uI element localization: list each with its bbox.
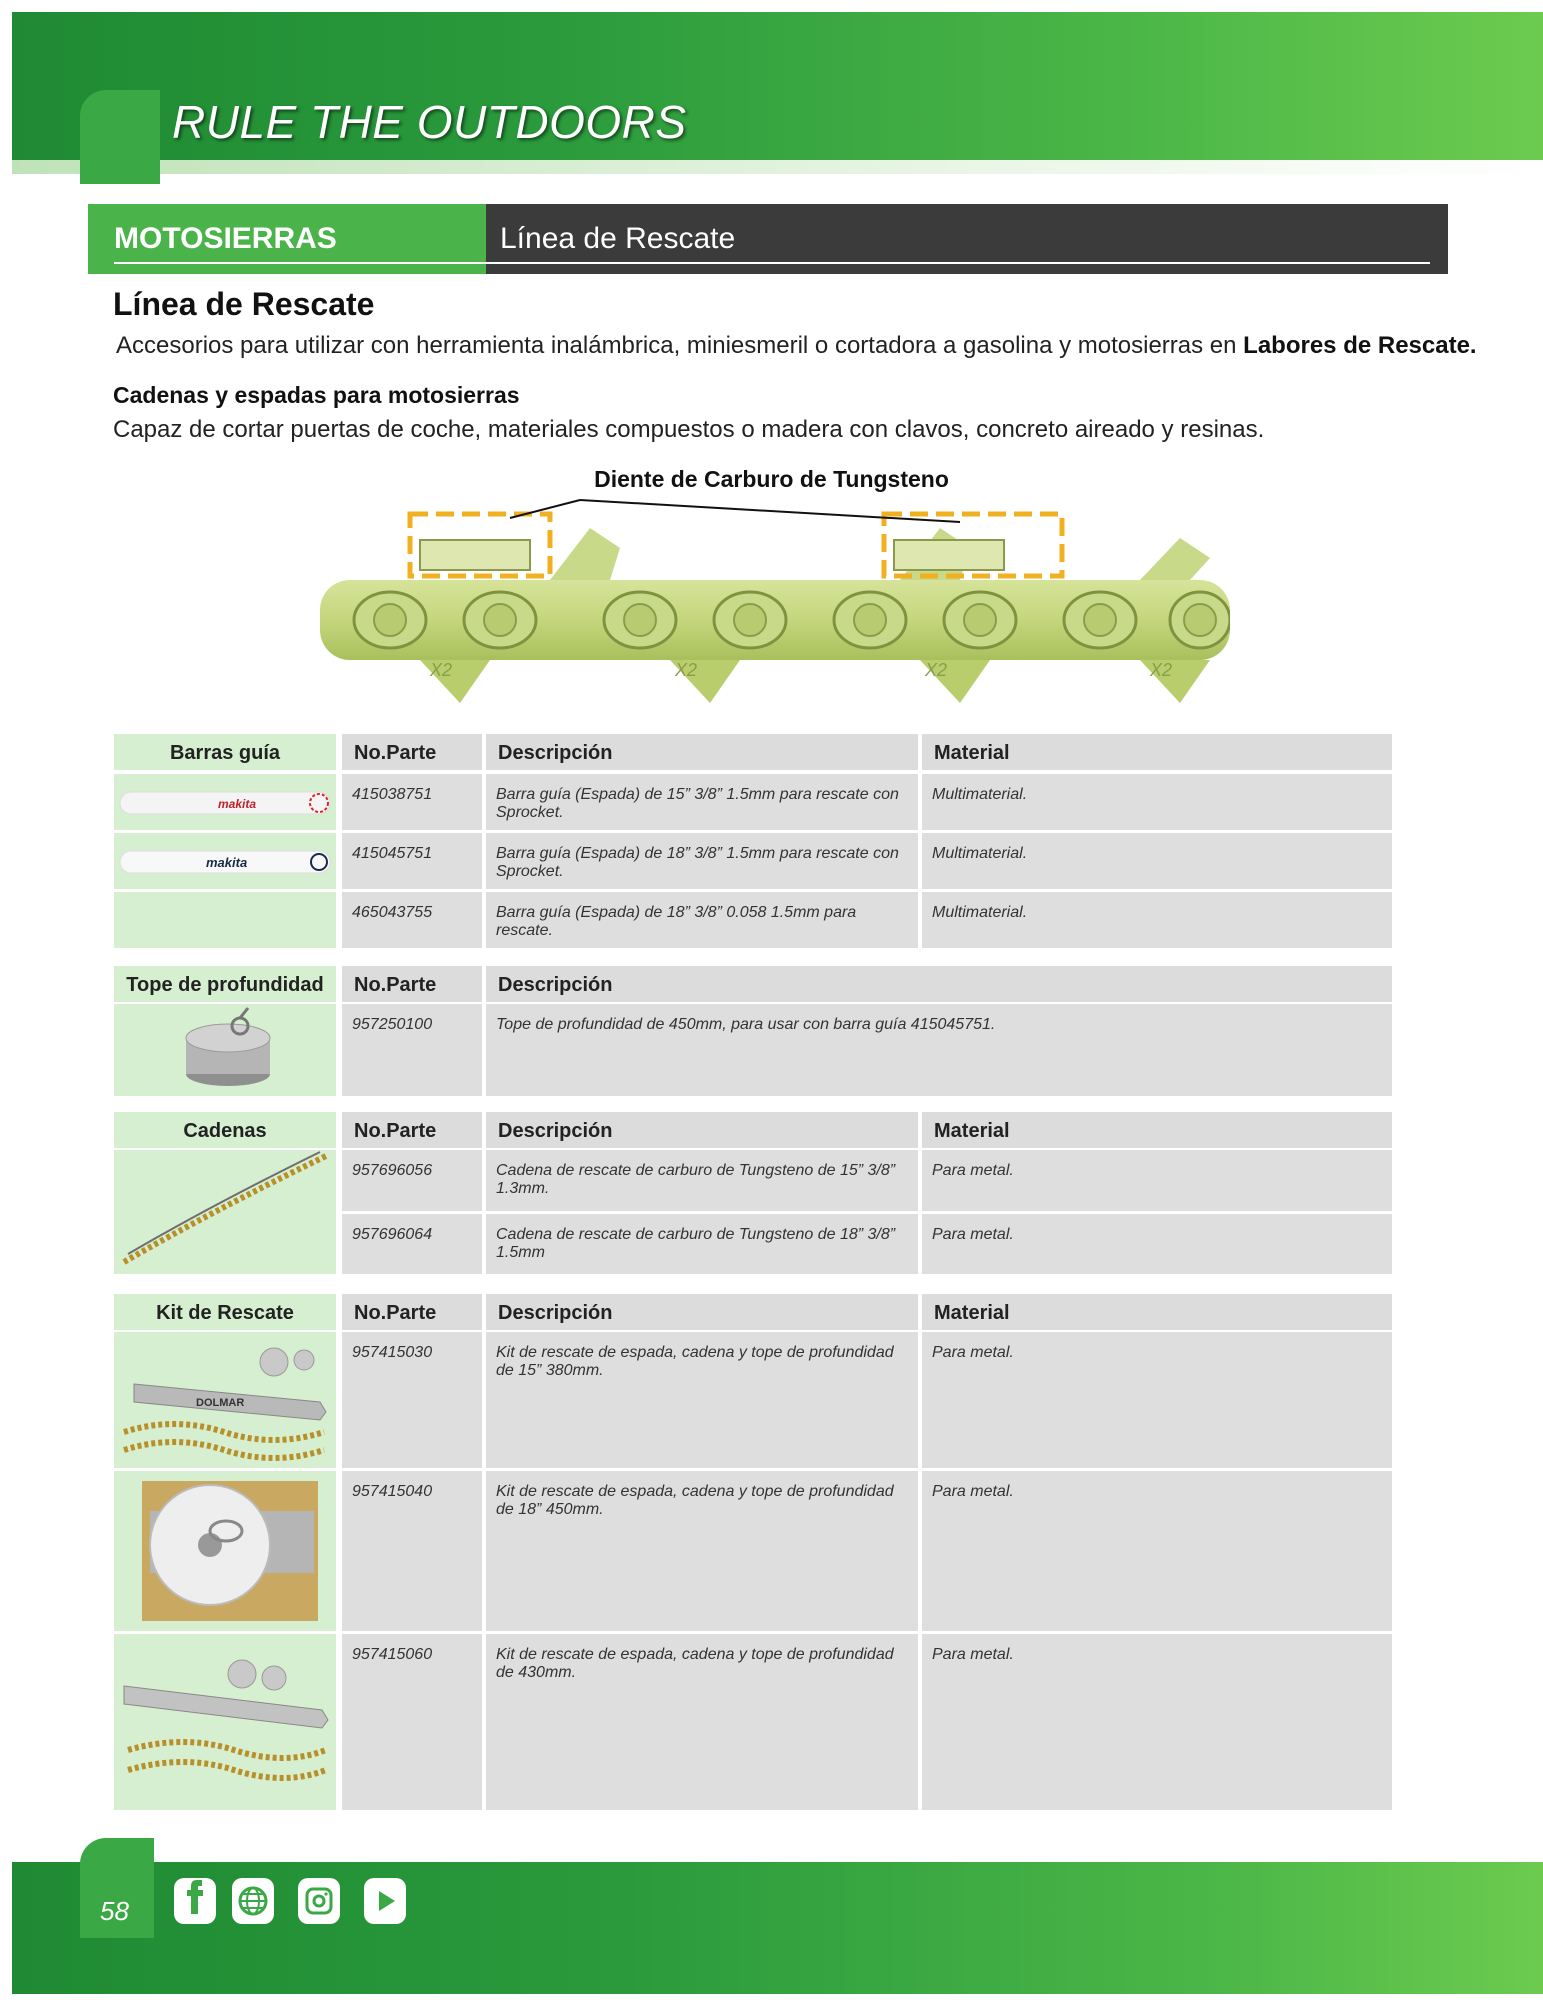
table-header: Kit de Rescate bbox=[114, 1294, 336, 1330]
table-header: Descripción bbox=[486, 966, 1392, 1002]
table-header: No.Parte bbox=[342, 734, 482, 770]
table-kit bbox=[114, 1294, 1392, 1810]
table-cadenas bbox=[114, 1112, 1392, 1274]
subtext: Capaz de cortar puertas de coche, materiales compuestos o madera con clavos, concreto aireado y resinas. bbox=[113, 416, 1265, 443]
part-number: 957415060 bbox=[342, 1634, 482, 1810]
banner-title: RULE THE OUTDOORS bbox=[172, 96, 687, 148]
description: Barra guía (Espada) de 15” 3/8” 1.5mm para rescate con Sprocket. bbox=[486, 774, 918, 830]
kit-image bbox=[114, 1471, 336, 1631]
svg-text:DOLMAR: DOLMAR bbox=[196, 1397, 245, 1409]
description: Barra guía (Espada) de 18” 3/8” 1.5mm para rescate con Sprocket. bbox=[486, 833, 918, 889]
part-number: 957250100 bbox=[342, 1004, 482, 1096]
svg-text:X2: X2 bbox=[925, 660, 948, 680]
table-barras bbox=[114, 734, 1392, 948]
part-number: 957415030 bbox=[342, 1332, 482, 1468]
youtube-icon[interactable] bbox=[364, 1878, 406, 1924]
description: Kit de rescate de espada, cadena y tope de profundidad de 430mm. bbox=[486, 1634, 918, 1810]
facebook-icon[interactable] bbox=[174, 1878, 216, 1924]
page-title: Línea de Rescate bbox=[113, 286, 375, 322]
table-header: Tope de profundidad bbox=[114, 966, 336, 1002]
section-subcategory: Línea de Rescate bbox=[500, 222, 736, 255]
table-header: No.Parte bbox=[342, 1294, 482, 1330]
material: Multimaterial. bbox=[922, 774, 1392, 830]
material: Multimaterial. bbox=[922, 833, 1392, 889]
part-number: 415038751 bbox=[342, 774, 482, 830]
table-header: Material bbox=[922, 1294, 1392, 1330]
part-number: 957696064 bbox=[342, 1214, 482, 1274]
description: Barra guía (Espada) de 18” 3/8” 0.058 1.5mm para rescate. bbox=[486, 892, 918, 948]
svg-text:makita: makita bbox=[218, 797, 257, 811]
material: Para metal. bbox=[922, 1634, 1392, 1810]
guide-bar-image bbox=[114, 774, 336, 830]
table-header: Descripción bbox=[486, 1112, 918, 1148]
depth-stop-image bbox=[114, 1004, 336, 1096]
table-header: Material bbox=[922, 734, 1392, 770]
material: Para metal. bbox=[922, 1332, 1392, 1468]
kit-image bbox=[114, 1634, 336, 1810]
part-number: 415045751 bbox=[342, 833, 482, 889]
table-header: Material bbox=[922, 1112, 1392, 1148]
description: Kit de rescate de espada, cadena y tope de profundidad de 18” 450mm. bbox=[486, 1471, 918, 1631]
table-header: Descripción bbox=[486, 1294, 918, 1330]
material: Para metal. bbox=[922, 1150, 1392, 1211]
description: Cadena de rescate de carburo de Tungsteno de 15” 3/8” 1.3mm. bbox=[486, 1150, 918, 1211]
chain-image bbox=[114, 1150, 336, 1274]
part-number: 957415040 bbox=[342, 1471, 482, 1631]
guide-bar-image bbox=[114, 833, 336, 889]
intro-text: Accesorios para utilizar con herramienta inalámbrica, miniesmeril o cortadora a gasolina y motosierras en Labores de Rescate. bbox=[116, 332, 1477, 359]
section-category: MOTOSIERRAS bbox=[114, 222, 337, 255]
part-number: 957696056 bbox=[342, 1150, 482, 1211]
svg-text:X2: X2 bbox=[675, 660, 698, 680]
svg-text:makita: makita bbox=[206, 855, 248, 870]
chain-illustration bbox=[320, 498, 1230, 720]
figure-caption: Diente de Carburo de Tungsteno bbox=[594, 466, 949, 492]
material: Multimaterial. bbox=[922, 892, 1392, 948]
description: Cadena de rescate de carburo de Tungsteno de 18” 3/8” 1.5mm bbox=[486, 1214, 918, 1274]
table-header: Descripción bbox=[486, 734, 918, 770]
section-bar bbox=[88, 204, 1448, 274]
svg-text:X2: X2 bbox=[430, 660, 453, 680]
banner-tab bbox=[80, 90, 160, 184]
subtitle: Cadenas y espadas para motosierras bbox=[113, 382, 520, 408]
svg-text:X2: X2 bbox=[1150, 660, 1173, 680]
description: Tope de profundidad de 450mm, para usar con barra guía 415045751. bbox=[486, 1004, 1392, 1096]
kit-image bbox=[114, 1332, 336, 1468]
table-header: Cadenas bbox=[114, 1112, 336, 1148]
table-tope bbox=[114, 966, 1392, 1096]
page-number: 58 bbox=[100, 1896, 129, 1926]
table-header: Barras guía bbox=[114, 734, 336, 770]
material: Para metal. bbox=[922, 1471, 1392, 1631]
description: Kit de rescate de espada, cadena y tope de profundidad de 15” 380mm. bbox=[486, 1332, 918, 1468]
material: Para metal. bbox=[922, 1214, 1392, 1274]
part-number: 465043755 bbox=[342, 892, 482, 948]
globe-icon[interactable] bbox=[232, 1878, 274, 1924]
instagram-icon[interactable] bbox=[298, 1878, 340, 1924]
table-header: No.Parte bbox=[342, 966, 482, 1002]
table-header: No.Parte bbox=[342, 1112, 482, 1148]
